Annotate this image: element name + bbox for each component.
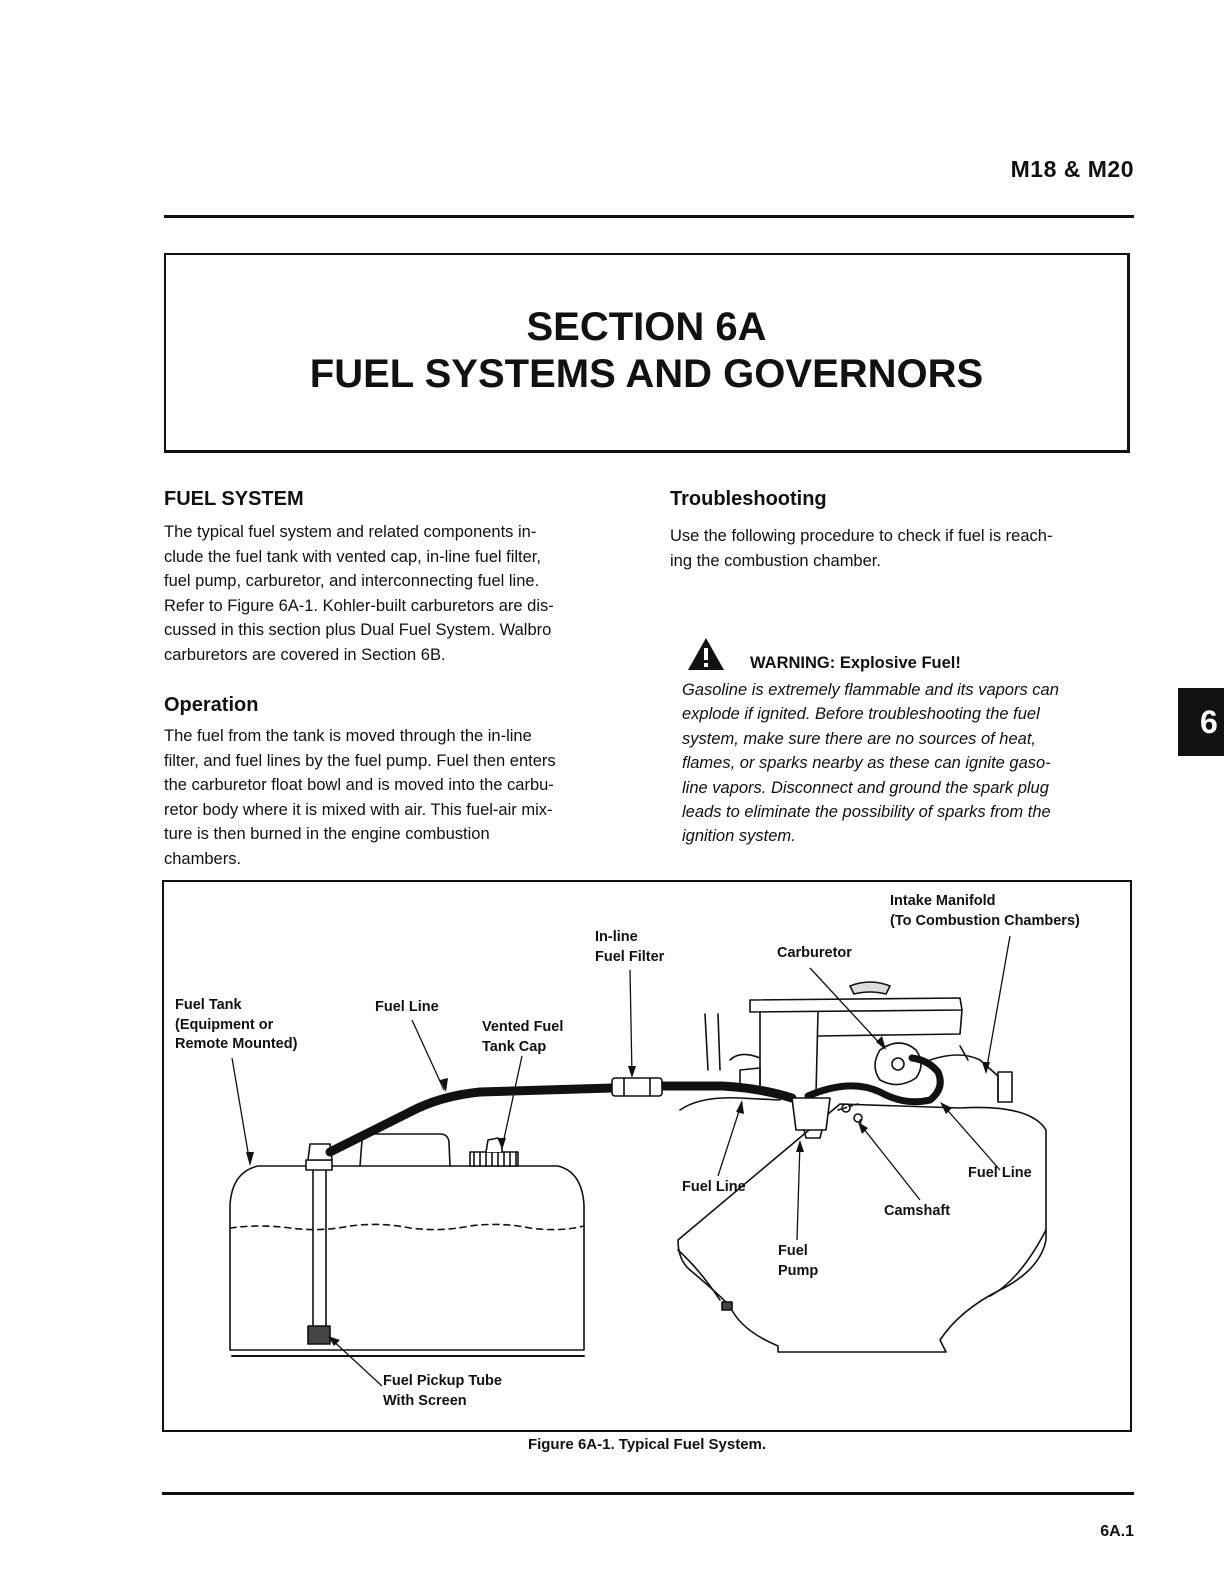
label-line: Camshaft [884, 1203, 951, 1219]
label-carburetor [777, 944, 852, 964]
document-model: M18 & M20 [1010, 156, 1134, 182]
warning-title: WARNING: Explosive Fuel! [750, 654, 961, 672]
label-fuel-tank [175, 996, 297, 1055]
label-vented-cap [482, 1018, 563, 1057]
section-number: SECTION 6A [526, 305, 767, 349]
operation-heading: Operation [164, 694, 259, 716]
paragraph-line: Use the following procedure to check if fuel is reach- [670, 527, 1053, 545]
label-line: With Screen [383, 1392, 467, 1409]
label-inline-filter [595, 928, 664, 967]
label-line: In-line [595, 929, 638, 945]
label-fuel-line-carb [968, 1164, 1032, 1184]
label-fuel-pump [778, 1242, 818, 1281]
warning-line: system, make sure there are no sources of heat, [682, 729, 1037, 748]
label-fuel-line-pump [682, 1178, 746, 1198]
figure-caption: Figure 6A-1. Typical Fuel System. [527, 1436, 767, 1453]
warning-line: flames, or sparks nearby as these can ignite gaso- [682, 754, 1051, 773]
engine-block [678, 1098, 1046, 1352]
warning-line: leads to eliminate the possibility of sparks from the [682, 803, 1051, 822]
section-tab: 6 [1178, 688, 1224, 756]
paragraph-line: ing the combustion chamber. [670, 551, 881, 570]
label-fuel-line-hose [375, 998, 439, 1018]
label-line: (Equipment or [175, 1016, 274, 1033]
warning-line: explode if ignited. Before troubleshooting the fuel [682, 705, 1040, 724]
label-line: Fuel Line [682, 1179, 746, 1195]
label-line: Pump [778, 1262, 819, 1279]
label-pickup-tube [383, 1372, 502, 1411]
label-intake-manifold [890, 892, 1080, 931]
paragraph-line: filter, and fuel lines by the fuel pump. Fuel then enters [164, 751, 556, 770]
section-title: FUEL SYSTEMS AND GOVERNORS [309, 352, 984, 396]
paragraph-line: ture is then burned in the engine combustion [164, 825, 490, 844]
label-line: Vented Fuel [482, 1019, 564, 1035]
warning-line: ignition system. [682, 827, 796, 846]
paragraph-line: carburetors are covered in Section 6B. [164, 645, 446, 664]
label-line: Fuel Tank [175, 997, 242, 1013]
label-line: Fuel [778, 1243, 808, 1259]
label-line: Fuel Filter [595, 948, 665, 965]
label-line: Fuel Line [375, 999, 439, 1015]
paragraph-line: the carburetor float bowl and is moved into the carbu- [164, 776, 554, 795]
footer-rule [162, 1492, 1134, 1495]
label-line: Intake Manifold [890, 893, 996, 909]
paragraph-line: The fuel from the tank is moved through the in-line [164, 727, 532, 745]
label-line: (To Combustion Chambers) [890, 912, 1080, 929]
troubleshooting-heading: Troubleshooting [670, 488, 827, 510]
paragraph-line: fuel pump, carburetor, and interconnecting fuel line. [164, 572, 540, 591]
paragraph-line: cussed in this section plus Dual Fuel System. Walbro [164, 621, 552, 640]
label-line: Tank Cap [482, 1038, 547, 1055]
warning-line: Gasoline is extremely flammable and its vapors can [682, 681, 1059, 699]
label-camshaft [884, 1202, 950, 1222]
fuel-system-heading: FUEL SYSTEM [164, 488, 304, 510]
fuel-line-hose [330, 1088, 612, 1152]
fuel-tank [230, 1166, 584, 1350]
paragraph-line: The typical fuel system and related components in- [164, 523, 537, 541]
label-line: Carburetor [777, 945, 852, 961]
label-line: Remote Mounted) [175, 1036, 298, 1052]
warning-line: line vapors. Disconnect and ground the spark plug [682, 778, 1049, 797]
paragraph-line: Refer to Figure 6A-1. Kohler-built carburetors are dis- [164, 596, 554, 615]
carburetor [875, 1043, 921, 1085]
paragraph-line: retor body where it is mixed with air. This fuel-air mix- [164, 800, 553, 819]
paragraph-line: chambers. [164, 849, 242, 868]
label-line: Fuel Line [968, 1165, 1032, 1181]
paragraph-line: clude the fuel tank with vented cap, in-line fuel filter, [164, 547, 541, 566]
page-number: 6A.1 [1100, 1523, 1134, 1540]
label-line: Fuel Pickup Tube [383, 1373, 502, 1389]
fuel-pump [792, 1098, 830, 1130]
